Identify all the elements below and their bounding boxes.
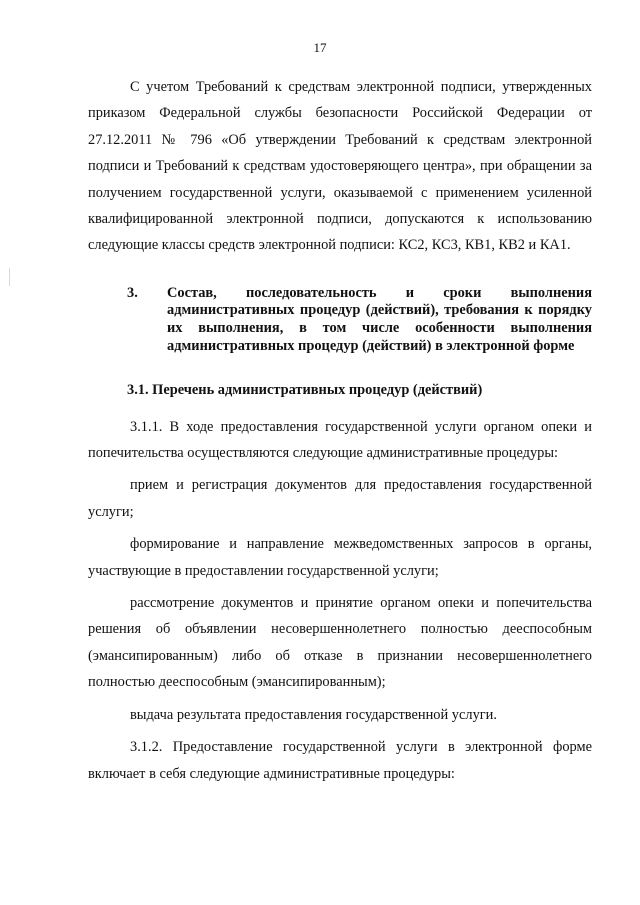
procedure-item-3: рассмотрение документов и принятие органом опеки и попечительства решения об объявлении несовершеннолетнего полностью дееспособным (эмансипированным) либо об отказе в признании несовершеннолетнего полностью дееспособным (эмансипированным); [88, 595, 592, 691]
document-body [88, 74, 592, 787]
procedure-item-2: формирование и направление межведомственных запросов в органы, участвующие в предоставлении государственной услуги; [88, 536, 592, 579]
scan-edge-mark [9, 268, 10, 286]
intro-paragraph: С учетом Требований к средствам электронной подписи, утвержденных приказом Федеральной службы безопасности Российской Федерации от 27.12.2011 № 796 «Об утверждении Требований к средствам электронной подписи и Требований к средствам удостоверяющего центра», при обращении за получением государственной услуги, оказываемой с применением усиленной квалифицированной электронной подписи, допускаются к использованию следующие классы средств электронной подписи: КС2, КС3, КВ1, КВ2 и КА1. [88, 79, 592, 254]
paragraph-3-1-2: 3.1.2. Предоставление государственной услуги в электронной форме включает в себя следующие административные процедуры: [88, 739, 592, 782]
section-heading [88, 285, 592, 355]
procedure-item-1: прием и регистрация документов для предоставления государственной услуги; [88, 477, 592, 520]
procedure-item-4: выдача результата предоставления государственной услуги. [130, 706, 497, 723]
section-number: 3. [127, 284, 138, 301]
page-number: 17 [313, 40, 327, 55]
subsection-title: 3.1. Перечень административных процедур (действий) [127, 382, 483, 399]
section-title: Состав, последовательность и сроки выполнения административных процедур (действий), требования к порядку их выполнения, в том числе особенности выполнения административных процедур (действий) в электронной форме [167, 284, 592, 354]
paragraph-3-1-1: 3.1.1. В ходе предоставления государственной услуги органом опеки и попечительства осуществляются следующие административные процедуры: [88, 418, 592, 462]
